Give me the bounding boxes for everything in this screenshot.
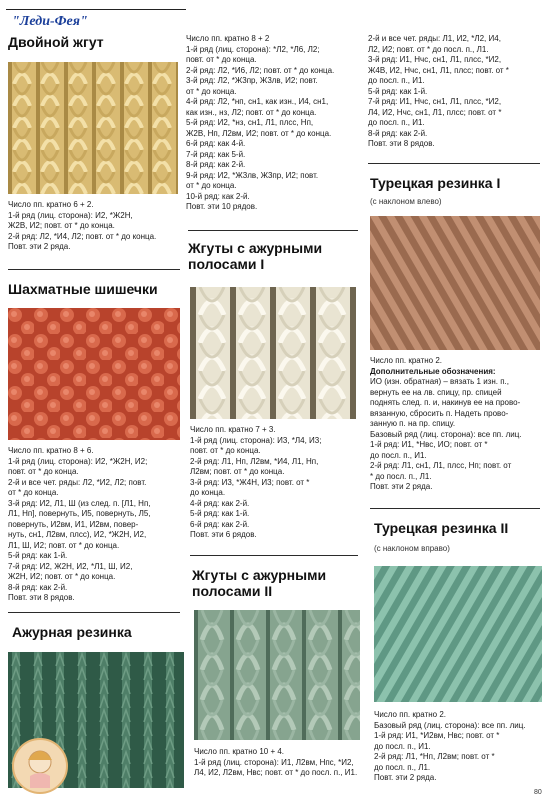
section-title-lace-cables-1: Жгуты с ажурными полосами I: [188, 240, 323, 272]
line: Л2, И2; повт. от * до посл. п., Л1.: [368, 44, 489, 54]
line: занную п. на пр. спицу.: [370, 419, 456, 428]
line: 2-й ряд: Л1, Нп, Л2вм, *И4, Л1, Нп,: [190, 456, 319, 466]
line: вернуть ее на лв. спицу, пр. спицей: [370, 387, 502, 397]
line: Базовый ряд (лиц. сторона): все пп. лиц.: [374, 720, 526, 730]
line: 2-й ряд: Л2, *И4, Л2; повт. от * до конца.: [8, 231, 157, 241]
line: Л4, И2, Л2вм, Нвс; повт. от * до посл. п., И1.: [194, 768, 358, 777]
magazine-logo: "Леди-Фея": [12, 14, 88, 29]
line: как изн., нз, Л2; повт. от * до конца.: [186, 107, 317, 117]
swatch-lace-cables-2: [194, 610, 360, 740]
swatch-turkish-rib-2: [374, 566, 542, 702]
line: Базовый ряд (лиц. сторона): все пп. лиц.: [370, 429, 522, 439]
line: Повт. эти 2 ряда.: [370, 482, 433, 491]
section-title-lace-rib: Ажурная резинка: [12, 624, 132, 640]
line: Повт. эти 6 рядов.: [190, 530, 257, 539]
line: нуть, сн1, Л2вм, плсс), И2, *Ж2Н, И2,: [8, 530, 147, 539]
line: 8-й ряд: как 2-й.: [368, 128, 428, 138]
line: 6-й ряд: как 2-й.: [190, 519, 250, 529]
line: 2-й ряд: Л2, *И6, Л2; повт. от * до конца.: [186, 65, 335, 75]
divider: [8, 612, 180, 613]
line: Дополнительные обозначения:: [370, 366, 496, 376]
divider: [188, 230, 358, 231]
line: 5-й ряд: как 1-й.: [190, 509, 250, 518]
line: 4-й ряд: Л2, *нп, сн1, как изн., И4, сн1,: [186, 97, 329, 106]
line: Ж4В, И2, Нчс, сн1, Л1, плсс; повт. от *: [368, 65, 509, 75]
line: Л1, Ш, И2; повт. от * до конца.: [8, 540, 120, 550]
line: Л2вм; повт. от * до конца.: [190, 467, 285, 476]
line: повт. от * до конца.: [186, 55, 257, 64]
line: Повт. эти 2 ряда.: [374, 773, 437, 782]
line: 3-й ряд: И1, Нчс, сн1, Л1, плсс, *И2,: [368, 55, 502, 64]
line: повт. от * до конца.: [190, 446, 261, 455]
section-title-double-cable: Двойной жгут: [8, 34, 104, 50]
line: Число пп. кратно 8 + 6.: [8, 446, 94, 455]
line: ИО (изн. обратная) – вязать 1 изн. п.,: [370, 377, 509, 386]
line: повернуть, И2вм, И1, И2вм, повер-: [8, 519, 139, 529]
text-lace-cables-2: [194, 747, 366, 779]
line: 5-й ряд: И2, *нз, сн1, Л1, плсс, Нп,: [186, 118, 314, 127]
swatch-double-cable: [8, 62, 178, 194]
line: Ж2В, Нп, Л2вм, И2; повт. от * до конца.: [186, 128, 332, 138]
line: Повт. эти 10 рядов.: [186, 202, 258, 211]
line: от * до конца.: [8, 488, 59, 497]
line: 3-й ряд: И3, *Ж4Н, И3; повт. от *: [190, 477, 310, 487]
line: 1-й ряд: И1, *Нвс, ИО; повт. от *: [370, 440, 488, 449]
swatch-turkish-rib-1: [370, 216, 540, 350]
line: вязанную, сбросить п. Надеть прово-: [370, 408, 509, 418]
section-title-checker-bobbles: Шахматные шишечки: [8, 281, 158, 297]
top-rule: [6, 9, 186, 10]
line: Число пп. кратно 7 + 3.: [190, 425, 276, 434]
line: Л4, И2, Нчс, сн1, Л1, плсс; повт. от *: [368, 107, 502, 117]
line: 7-й ряд: как 5-й.: [186, 149, 246, 159]
text-turkish-rib-1: [370, 356, 544, 493]
text-double-cable: [8, 200, 180, 253]
text-lace-cables-1: [190, 425, 360, 541]
line: до посл. п., Л1.: [374, 762, 431, 772]
line: 2-й ряд: Л1, сн1, Л1, плсс, Нп; повт. от: [370, 461, 512, 470]
line: 7-й ряд: И2, Ж2Н, И2, *Л1, Ш, И2,: [8, 561, 133, 571]
line: Л1, Нп], повернуть, И5, повернуть, Л5,: [8, 509, 151, 518]
text-cable-continued: [186, 34, 360, 213]
line: * до посл. п., Л1.: [370, 471, 432, 481]
swatch-lace-cables-1: [190, 287, 356, 419]
page-number: 80: [534, 789, 542, 796]
divider: [190, 555, 358, 556]
line: Число пп. кратно 2.: [374, 710, 446, 719]
line: Число пп. кратно 2.: [370, 356, 442, 365]
line: 1-й ряд (лиц. сторона): И2, *Ж2Н, И2;: [8, 456, 148, 466]
line: Ж2Н, И2; повт. от * до конца.: [8, 572, 116, 581]
line: 1-й ряд: И1, *И2вм, Нвс; повт. от *: [374, 731, 500, 740]
line: Число пп. кратно 6 + 2.: [8, 200, 94, 209]
line: поднять след. п. и, накинув ее на прово-: [370, 398, 521, 407]
swatch-checker-bobbles: [8, 308, 180, 440]
line: 4-й ряд: как 2-й.: [190, 498, 250, 508]
line: Ж2В, И2; повт. от * до конца.: [8, 221, 115, 230]
line: 1-й ряд (лиц. сторона): И3, *Л4, И3;: [190, 435, 322, 445]
line: 3-й ряд: Л2, *Ж3пр, Ж3лв, И2; повт.: [186, 76, 318, 85]
line: до посл. п., И1.: [368, 76, 425, 85]
line: Повт. эти 2 ряда.: [8, 242, 71, 251]
line: от * до конца.: [186, 181, 237, 190]
divider: [8, 269, 180, 270]
line: Повт. эти 8 рядов.: [8, 593, 75, 602]
line: 8-й ряд: как 2-й.: [8, 582, 68, 592]
line: 5-й ряд: как 1-й.: [8, 551, 68, 560]
line: 9-й ряд: И2, *Ж3лв, Ж3пр, И2; повт.: [186, 170, 319, 180]
line: 7-й ряд: И1, Нчс, сн1, Л1, плсс, *И2,: [368, 97, 502, 106]
text-checker-bobbles: [8, 446, 180, 604]
line: 1-й ряд (лиц. сторона): И1, Л2вм, Нпс, *И2,: [194, 757, 354, 767]
subtitle-turkish-rib-1: (с наклоном влево): [370, 197, 442, 206]
line: 8-й ряд: как 2-й.: [186, 160, 246, 169]
line: до посл. п., И1.: [370, 450, 427, 460]
line: Число пп. кратно 8 + 2: [186, 34, 270, 43]
line: повт. от * до конца.: [8, 467, 79, 476]
text-right-top: [368, 34, 544, 150]
line: 6-й ряд: как 4-й.: [186, 139, 246, 148]
line: 5-й ряд: как 1-й.: [368, 86, 428, 96]
line: 2-й ряд: Л1, *Нп, Л2вм; повт. от *: [374, 752, 495, 761]
line: 2-й и все чет. ряды: Л1, И2, *Л2, И4,: [368, 34, 501, 43]
line: до конца.: [190, 488, 226, 497]
line: до посл. п., И1.: [368, 118, 425, 127]
line: Число пп. кратно 10 + 4.: [194, 747, 285, 756]
divider: [370, 508, 540, 509]
text-turkish-rib-2: [374, 710, 544, 784]
line: 1-й ряд (лиц. сторона): И2, *Ж2Н,: [8, 210, 133, 220]
line: 1-й ряд (лиц. сторона): *Л2, *Л6, Л2;: [186, 44, 320, 54]
section-title-turkish-rib-1: Турецкая резинка I: [370, 175, 501, 191]
line: до посл. п., И1.: [374, 741, 431, 751]
line: 3-й ряд: И2, Л1, Ш (из след. п. [Л1, Нп,: [8, 498, 151, 508]
subtitle-turkish-rib-2: (с наклоном вправо): [374, 544, 450, 553]
line: от * до конца.: [186, 86, 237, 96]
line: 10-й ряд: как 2-й.: [186, 191, 250, 201]
divider: [368, 163, 540, 164]
fairy-mascot: [12, 738, 68, 794]
section-title-turkish-rib-2: Турецкая резинка II: [374, 520, 509, 536]
line: 2-й и все чет. ряды: Л2, *И2, Л2; повт.: [8, 477, 147, 487]
section-title-lace-cables-2: Жгуты с ажурными полосами II: [192, 567, 327, 599]
line: Повт. эти 8 рядов.: [368, 139, 435, 148]
